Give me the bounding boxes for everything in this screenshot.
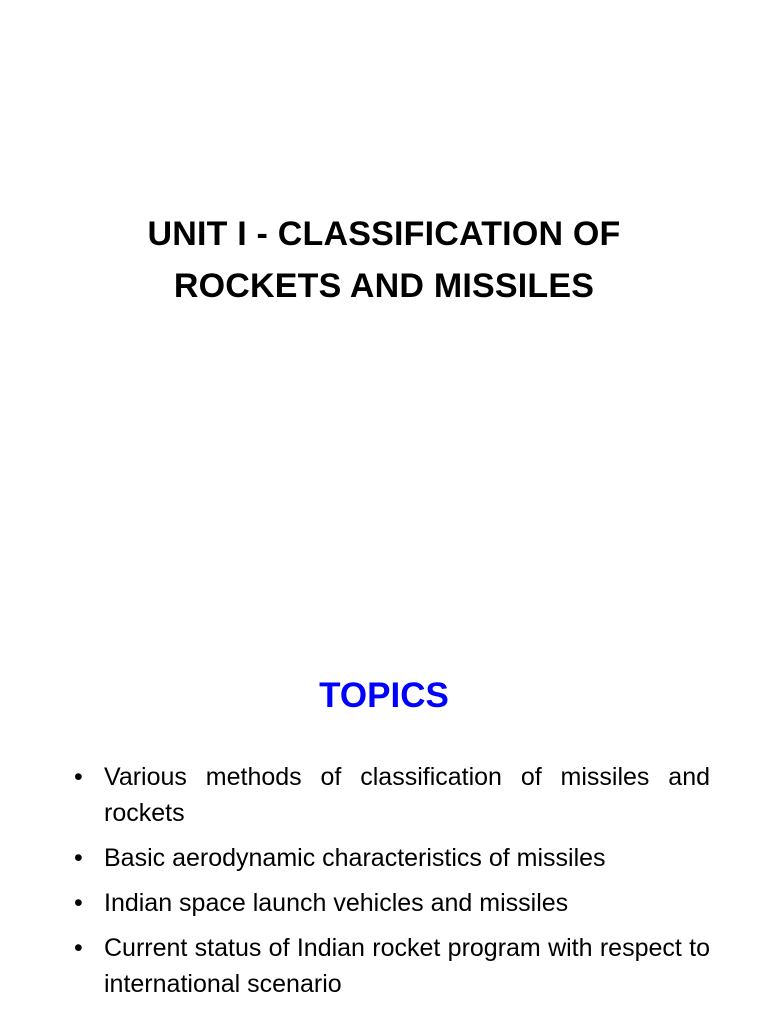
bullet-icon: • xyxy=(74,934,83,962)
topics-heading: TOPICS xyxy=(319,676,449,715)
bullet-icon: • xyxy=(74,844,83,872)
topics-slide xyxy=(0,512,768,1024)
topic-text: Basic aerodynamic characteristics of missiles xyxy=(104,844,606,872)
topic-item xyxy=(74,885,710,921)
slide-title-line-2: ROCKETS AND MISSILES xyxy=(173,267,595,305)
slide-title-line-1: UNIT I - CLASSIFICATION OF xyxy=(147,215,621,253)
topic-text: Indian space launch vehicles and missiles xyxy=(104,889,569,917)
bullet-icon: • xyxy=(74,763,83,791)
topic-text: Current status of Indian rocket program with respect to international scenario xyxy=(104,934,710,998)
slide-title xyxy=(0,208,768,312)
topics-list xyxy=(74,759,710,1011)
topic-item xyxy=(74,930,710,1002)
topic-item xyxy=(74,840,710,876)
topic-item xyxy=(74,759,710,831)
bullet-icon: • xyxy=(74,889,83,917)
topic-text: Various methods of classification of missiles and rockets xyxy=(104,763,710,827)
